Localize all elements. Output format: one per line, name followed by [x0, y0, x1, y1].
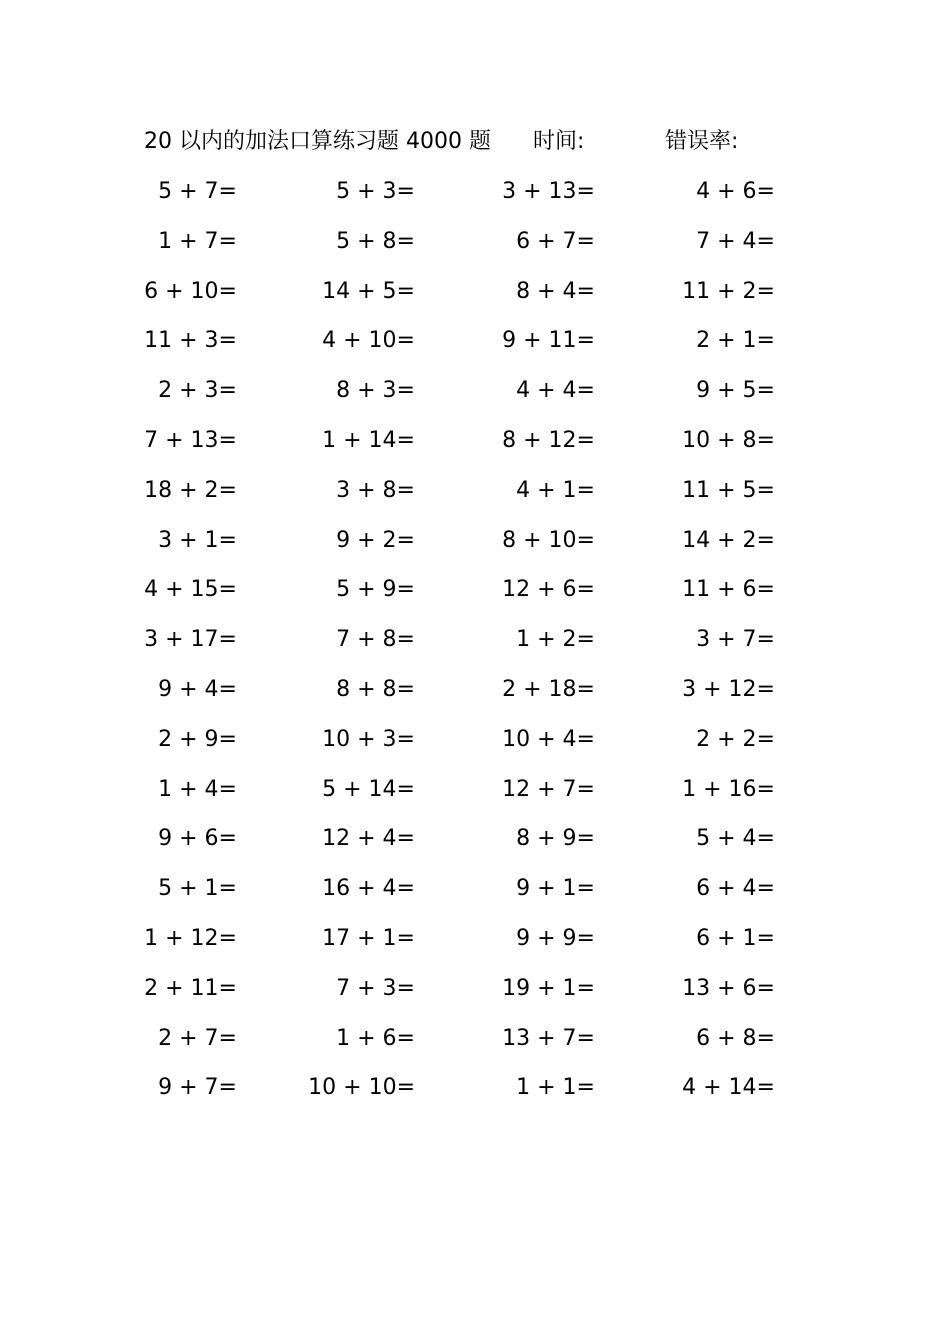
addition-problem: 12 + 7= — [502, 776, 595, 802]
addition-problem: 9 + 5= — [696, 378, 775, 404]
addition-problem: 18 + 2= — [144, 477, 237, 503]
addition-problem: 4 + 6= — [696, 179, 775, 204]
problem-row — [0, 871, 950, 921]
addition-problem: 1 + 16= — [682, 776, 775, 802]
addition-problem: 3 + 13= — [502, 179, 595, 204]
addition-problem: 7 + 8= — [336, 627, 415, 653]
addition-problem: 11 + 5= — [682, 477, 775, 503]
problem-row — [0, 224, 950, 274]
addition-problem: 10 + 4= — [502, 726, 595, 752]
addition-problem: 9 + 11= — [502, 328, 595, 354]
addition-problem: 3 + 1= — [158, 527, 237, 553]
addition-problem: 3 + 8= — [336, 477, 415, 503]
addition-problem: 9 + 6= — [158, 826, 237, 852]
problem-row — [0, 921, 950, 971]
addition-problem: 7 + 13= — [144, 427, 237, 453]
addition-problem: 2 + 7= — [158, 1025, 237, 1051]
addition-problem: 8 + 12= — [502, 427, 595, 453]
error-rate-label: 错误率: — [665, 129, 739, 154]
addition-problem: 5 + 3= — [336, 179, 415, 204]
addition-problem: 13 + 7= — [502, 1025, 595, 1051]
addition-problem: 7 + 4= — [696, 228, 775, 254]
addition-problem: 8 + 9= — [516, 826, 595, 852]
problem-row — [0, 323, 950, 373]
problem-row — [0, 174, 950, 224]
addition-problem: 9 + 2= — [336, 527, 415, 553]
problem-row — [0, 274, 950, 324]
addition-problem: 13 + 6= — [682, 975, 775, 1001]
addition-problem: 16 + 4= — [322, 876, 415, 902]
addition-problem: 5 + 4= — [696, 826, 775, 852]
addition-problem: 5 + 14= — [322, 776, 415, 802]
addition-problem: 6 + 10= — [144, 278, 237, 304]
addition-problem: 4 + 1= — [516, 477, 595, 503]
problem-row — [0, 373, 950, 423]
addition-problem: 5 + 9= — [336, 577, 415, 603]
addition-problem: 2 + 9= — [158, 726, 237, 752]
addition-problem: 8 + 8= — [336, 676, 415, 702]
addition-problem: 4 + 15= — [144, 577, 237, 603]
addition-problem: 2 + 11= — [144, 975, 237, 1001]
addition-problem: 7 + 3= — [336, 975, 415, 1001]
problem-row — [0, 523, 950, 573]
worksheet-header — [0, 124, 950, 160]
addition-problem: 17 + 1= — [322, 925, 415, 951]
addition-problem: 1 + 7= — [158, 228, 237, 254]
addition-problem: 3 + 12= — [682, 676, 775, 702]
problem-row — [0, 722, 950, 772]
addition-problem: 9 + 4= — [158, 676, 237, 702]
problem-row — [0, 1021, 950, 1071]
addition-problem: 2 + 3= — [158, 378, 237, 404]
problem-row — [0, 473, 950, 523]
addition-problem: 14 + 2= — [682, 527, 775, 553]
addition-problem: 1 + 14= — [322, 427, 415, 453]
addition-problem: 14 + 5= — [322, 278, 415, 304]
time-label: 时间: — [533, 129, 585, 154]
addition-problem: 11 + 2= — [682, 278, 775, 304]
addition-problem: 5 + 8= — [336, 228, 415, 254]
problem-row — [0, 622, 950, 672]
addition-problem: 10 + 8= — [682, 427, 775, 453]
addition-problem: 10 + 10= — [308, 1075, 415, 1101]
problem-row — [0, 971, 950, 1021]
addition-problem: 9 + 7= — [158, 1075, 237, 1101]
addition-problem: 19 + 1= — [502, 975, 595, 1001]
addition-problem: 5 + 1= — [158, 876, 237, 902]
addition-problem: 1 + 12= — [144, 925, 237, 951]
addition-problem: 6 + 1= — [696, 925, 775, 951]
addition-problem: 1 + 6= — [336, 1025, 415, 1051]
addition-problem: 9 + 9= — [516, 925, 595, 951]
addition-problem: 11 + 3= — [144, 328, 237, 354]
addition-problem: 4 + 14= — [682, 1075, 775, 1101]
addition-problem: 3 + 7= — [696, 627, 775, 653]
problem-row — [0, 572, 950, 622]
problem-row — [0, 821, 950, 871]
addition-problem: 2 + 1= — [696, 328, 775, 354]
page-title: 20 以内的加法口算练习题 4000 题 — [144, 129, 491, 154]
addition-problem: 1 + 1= — [516, 1075, 595, 1101]
addition-problem: 4 + 4= — [516, 378, 595, 404]
addition-problem: 8 + 4= — [516, 278, 595, 304]
addition-problem: 6 + 4= — [696, 876, 775, 902]
problem-grid — [0, 174, 950, 1120]
addition-problem: 1 + 4= — [158, 776, 237, 802]
addition-problem: 5 + 7= — [158, 179, 237, 204]
problem-row — [0, 672, 950, 722]
problem-row — [0, 423, 950, 473]
addition-problem: 9 + 1= — [516, 876, 595, 902]
addition-problem: 6 + 8= — [696, 1025, 775, 1051]
problem-row — [0, 772, 950, 822]
addition-problem: 1 + 2= — [516, 627, 595, 653]
addition-problem: 6 + 7= — [516, 228, 595, 254]
addition-problem: 2 + 18= — [502, 676, 595, 702]
addition-problem: 8 + 3= — [336, 378, 415, 404]
addition-problem: 2 + 2= — [696, 726, 775, 752]
addition-problem: 11 + 6= — [682, 577, 775, 603]
addition-problem: 10 + 3= — [322, 726, 415, 752]
addition-problem: 3 + 17= — [144, 627, 237, 653]
problem-row — [0, 1070, 950, 1120]
addition-problem: 4 + 10= — [322, 328, 415, 354]
addition-problem: 12 + 4= — [322, 826, 415, 852]
addition-problem: 12 + 6= — [502, 577, 595, 603]
addition-problem: 8 + 10= — [502, 527, 595, 553]
